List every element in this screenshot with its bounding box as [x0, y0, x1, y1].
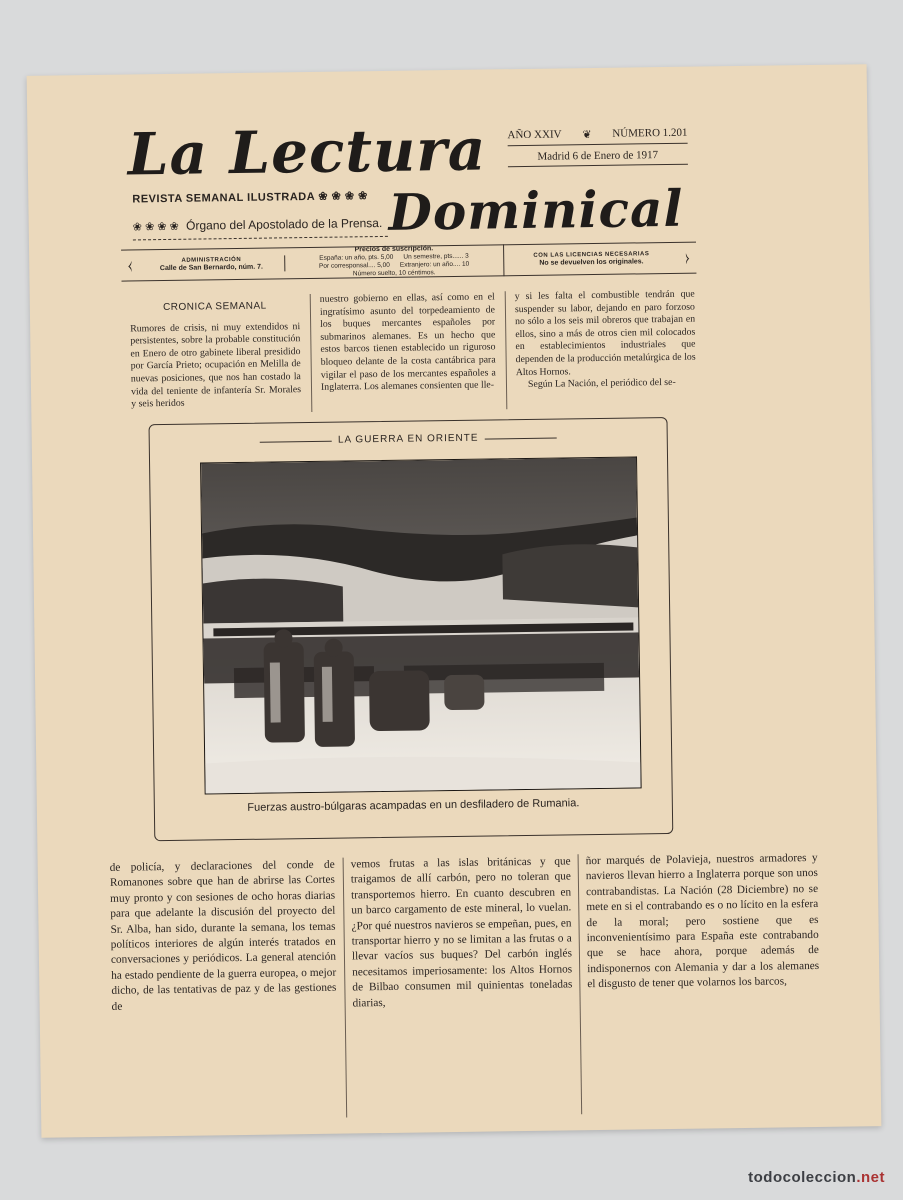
photo-frame [149, 417, 674, 841]
section-heading: CRONICA SEMANAL [162, 300, 267, 314]
photo-title-text: LA GUERRA EN ORIENTE [332, 433, 485, 446]
watermark-suffix: .net [856, 1169, 885, 1186]
masthead-divider [133, 236, 388, 241]
price-espana: España: un año, pts. 5,00 [319, 253, 394, 262]
article-column-1 [130, 300, 302, 411]
masthead-title-line2: Dominical [388, 178, 684, 242]
article-column-2 [320, 291, 496, 394]
masthead-organ [133, 216, 383, 233]
administration-address: Calle de San Bernardo, núm. 7. [159, 263, 264, 273]
article-paragraph: y si les falta el combustible tendrán que suspender su labor, dejando en paro forzoso no sólo a los seis mil obreros que trabajan en ellos, sino a más de otros cien mil colocados en establecimientos industriales que dependen de la producción metalúrgica de los Altos Hornos. [514, 288, 696, 378]
column-divider [578, 854, 583, 1114]
prices-box [285, 244, 505, 279]
fleuron-icon: ❦ [582, 129, 592, 142]
column-divider [343, 858, 348, 1118]
photo-illustration [201, 457, 641, 793]
photo-title [150, 430, 667, 448]
price-extranjero: Extranjero: un año.... 10 [399, 260, 470, 269]
watermark [748, 1169, 885, 1186]
article-paragraph: de policía, y declaraciones del conde de Romanones sobre que han de abrirse las Cortes muy pronto y con sesiones de ocho horas diarias para que adelante la discusión del proyecto del Sr. Alba, han sido, durante la semana, los temas políticos interiores de algún interés tratados en conversaciones y periódicos. La general atención ha estado pendiente de la guerra europea, o mejor dicho, de las tentativas de paz y de las gestiones de [109, 858, 337, 1013]
bottom-column-1 [110, 858, 337, 1015]
issue-year: AÑO XXIV [507, 128, 562, 142]
licenses-text: No se devuelven los originales. [539, 258, 644, 267]
subscription-bar [121, 242, 696, 282]
watermark-brand: todocoleccion [748, 1169, 857, 1186]
fleuron-icon: ❀ ❀ ❀ ❀ [318, 190, 368, 203]
masthead-organ-text: Órgano del Apostolado de la Prensa. [186, 215, 383, 233]
administration-header: ADMINISTRACIÓN [181, 256, 242, 264]
bottom-column-2 [351, 854, 573, 1011]
article-paragraph: Según La Nación, el periódico del se- [527, 377, 676, 391]
price-suelto: Número suelto, 10 céntimos. [352, 269, 436, 278]
bracket-ornament-icon: ⧽ [685, 250, 690, 265]
article-paragraph: ñor marqués de Polavieja, nuestros armadores y navieros llevan hierro a Inglaterra porque son unos contrabandistas. La Nación (28 Diciembre) no se mete en si el contrabando es o no lícito en la esfera de la moral; pero sostiene que es inconvenientísimo para España este contrabando que se hace ahora, porque además de indisponernos con Alemania y dar a los alemanes el disgusto de tener que volarnos los barcos, [585, 851, 820, 991]
masthead-subtitle [132, 189, 372, 205]
photo-caption: Fuerzas austro-búlgaras acampadas en un desfiladero de Rumania. [247, 797, 580, 814]
issue-date: Madrid 6 de Enero de 1917 [508, 149, 688, 168]
article-paragraph: Rumores de crisis, ni muy extendidos ni persistentes, sobre la probable constitución en Enero de otro gabinete liberal presidido por García Prieto; ocupación en Melilla de nuevas posiciones, que nos han costado la vida del teniente de infantería Sr. Morales y seis heridos [130, 320, 302, 410]
licenses-box [504, 250, 679, 268]
war-photograph [200, 456, 642, 794]
issue-number: NÚMERO 1.201 [612, 126, 688, 140]
masthead-title-line1: La Lectura [127, 115, 487, 189]
bottom-column-3 [586, 851, 820, 993]
fleuron-icon: ❀ ❀ ❀ ❀ [132, 220, 179, 234]
bracket-ornament-icon: ⧼ [127, 257, 133, 273]
issue-line [507, 127, 687, 147]
licenses-header: CON LAS LICENCIAS NECESARIAS [533, 251, 650, 259]
article-paragraph: nuestro gobierno en ellas, así como en el ingratísimo asunto del torpedeamiento de los buques mercantes españoles por submarinos alemanes. Es un hecho que estos barcos tienen establecido un riguroso bloqueo delante de la costa cantábrica para vigilar el paso de los mercantes españoles a Inglaterra. Los alemanes consienten que lle- [319, 291, 496, 393]
administration-box [139, 255, 285, 273]
column-divider [310, 294, 313, 412]
article-paragraph: vemos frutas a las islas británicas y que traigamos de allí carbón, pero no toleran que transportemos hierro. En cuanto descubren en un barco cargamento de este mineral, lo vuelan. ¿Por qué nuestros navieros se empeñan, pues, en transportar hierro y no se limitan a las frutas o a llevar vacíos sus buques? Del carbón inglés necesitamos imperiosamente: los Altos Hornos de Bilbao consumen mil quinientas toneladas diarias, [350, 855, 573, 1010]
column-divider [505, 291, 508, 409]
price-semestre: Un semestre, pts...... 3 [403, 252, 469, 261]
newspaper-page [27, 64, 882, 1138]
masthead-subtitle-text: REVISTA SEMANAL ILUSTRADA [132, 190, 315, 206]
prices-header: Precios de suscripción. [354, 245, 434, 254]
price-corresponsal: Por corresponsal.... 5,00 [318, 261, 390, 270]
article-column-3 [515, 289, 696, 392]
